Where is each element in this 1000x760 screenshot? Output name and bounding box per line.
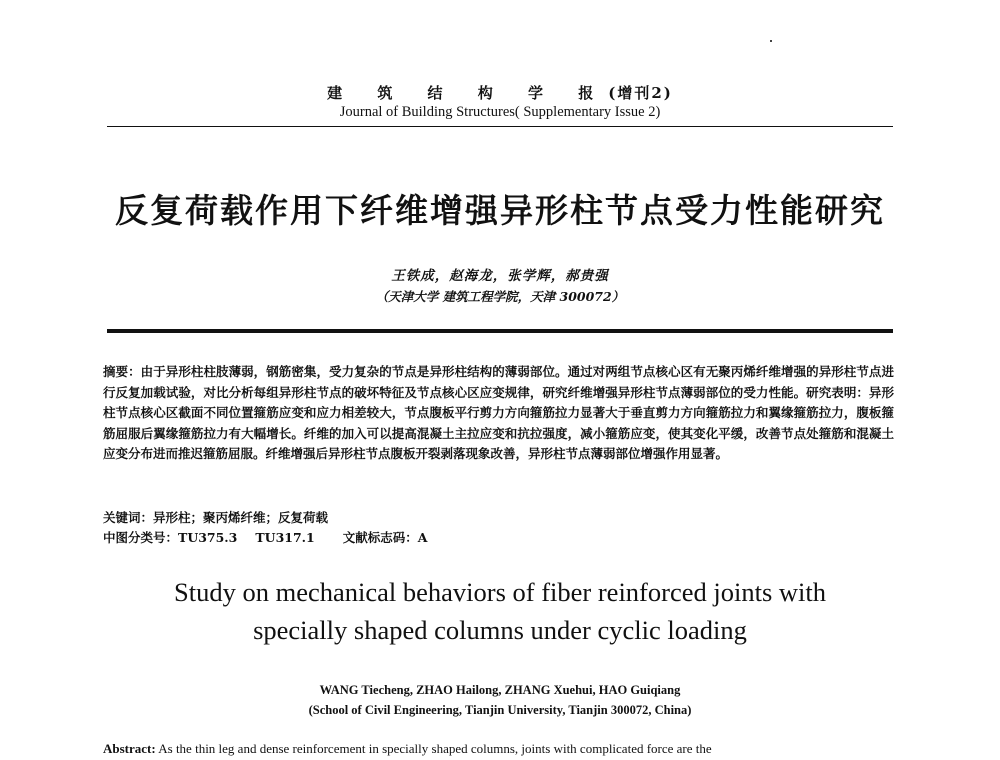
title-en-line-1: Study on mechanical behaviors of fiber reinforced joints with bbox=[173, 577, 826, 607]
title-en-line-2: specially shaped columns under cyclic loading bbox=[253, 615, 747, 645]
abstract-en-label: Abstract: bbox=[103, 741, 156, 756]
header-rule bbox=[107, 126, 893, 127]
clc-code-2: TU317.1 bbox=[255, 530, 315, 545]
abstract-en-text: As the thin leg and dense reinforcement in specially shaped columns, joints with complicated force are the bbox=[155, 741, 712, 756]
clc-code-1: TU375.3 bbox=[178, 530, 238, 545]
affiliation-en: (School of Civil Engineering, Tianjin University, Tianjin 300072, China) bbox=[308, 703, 692, 717]
paper-title-cn: 反复荷载作用下纤维增强异形柱节点受力性能研究 bbox=[115, 191, 885, 230]
doc-code: A bbox=[417, 530, 428, 545]
abstract-cn-label: 摘要： bbox=[103, 364, 141, 379]
keywords-text: 异形柱；聚丙烯纤维；反复荷载 bbox=[153, 510, 329, 525]
section-rule bbox=[107, 329, 893, 333]
doc-code-label: 文献标志码： bbox=[342, 530, 418, 545]
affiliation-cn: （天津大学 建筑工程学院，天津 300072） bbox=[375, 289, 625, 304]
journal-issue-cn: (增刊2) bbox=[608, 84, 673, 102]
abstract-cn-text: 由于异形柱柱肢薄弱，钢筋密集，受力复杂的节点是异形柱结构的薄弱部位。通过对两组节点核心区有无聚丙烯纤维增强的异形柱节点进行反复加载试验，对比分析每组异形柱节点的破坏特征及节点核心区应变规律，研究纤维增强异形柱节点薄弱部位的受力性能。研究表明：异形柱节点核心区截面不同位置箍筋应变和应力相差较大，节点腹板平行剪力方向箍筋拉力显著大于垂直剪力方向箍筋拉力和翼缘箍筋拉力，腹板箍筋屈服后翼缘箍筋拉力有大幅增长。纤维的加入可以提高混凝土主拉应变和抗拉强度，减小箍筋应变，使其变化平缓，改善节点处箍筋和混凝土应变分布进而推迟箍筋屈服。纤维增强后异形柱节点腹板开裂剥落现象改善，异形柱节点薄弱部位增强作用显著。 bbox=[103, 364, 894, 461]
keywords-line bbox=[103, 508, 894, 526]
classification-line bbox=[103, 528, 894, 546]
authors-en: WANG Tiecheng, ZHAO Hailong, ZHANG Xuehui, HAO Guiqiang bbox=[319, 683, 681, 697]
keywords-label: 关键词： bbox=[103, 510, 154, 525]
scan-speck bbox=[770, 40, 772, 42]
journal-name-cn: 建 筑 结 构 学 报(增刊2) bbox=[327, 84, 673, 102]
authors-cn: 王铁成，赵海龙，张学辉，郝贵强 bbox=[391, 268, 609, 284]
abstract-en bbox=[103, 741, 903, 757]
journal-name-en: Journal of Building Structures( Supplementary Issue 2) bbox=[339, 104, 661, 120]
paper-title-en bbox=[0, 573, 1000, 649]
abstract-cn bbox=[103, 362, 894, 465]
clc-label: 中图分类号： bbox=[103, 530, 179, 545]
